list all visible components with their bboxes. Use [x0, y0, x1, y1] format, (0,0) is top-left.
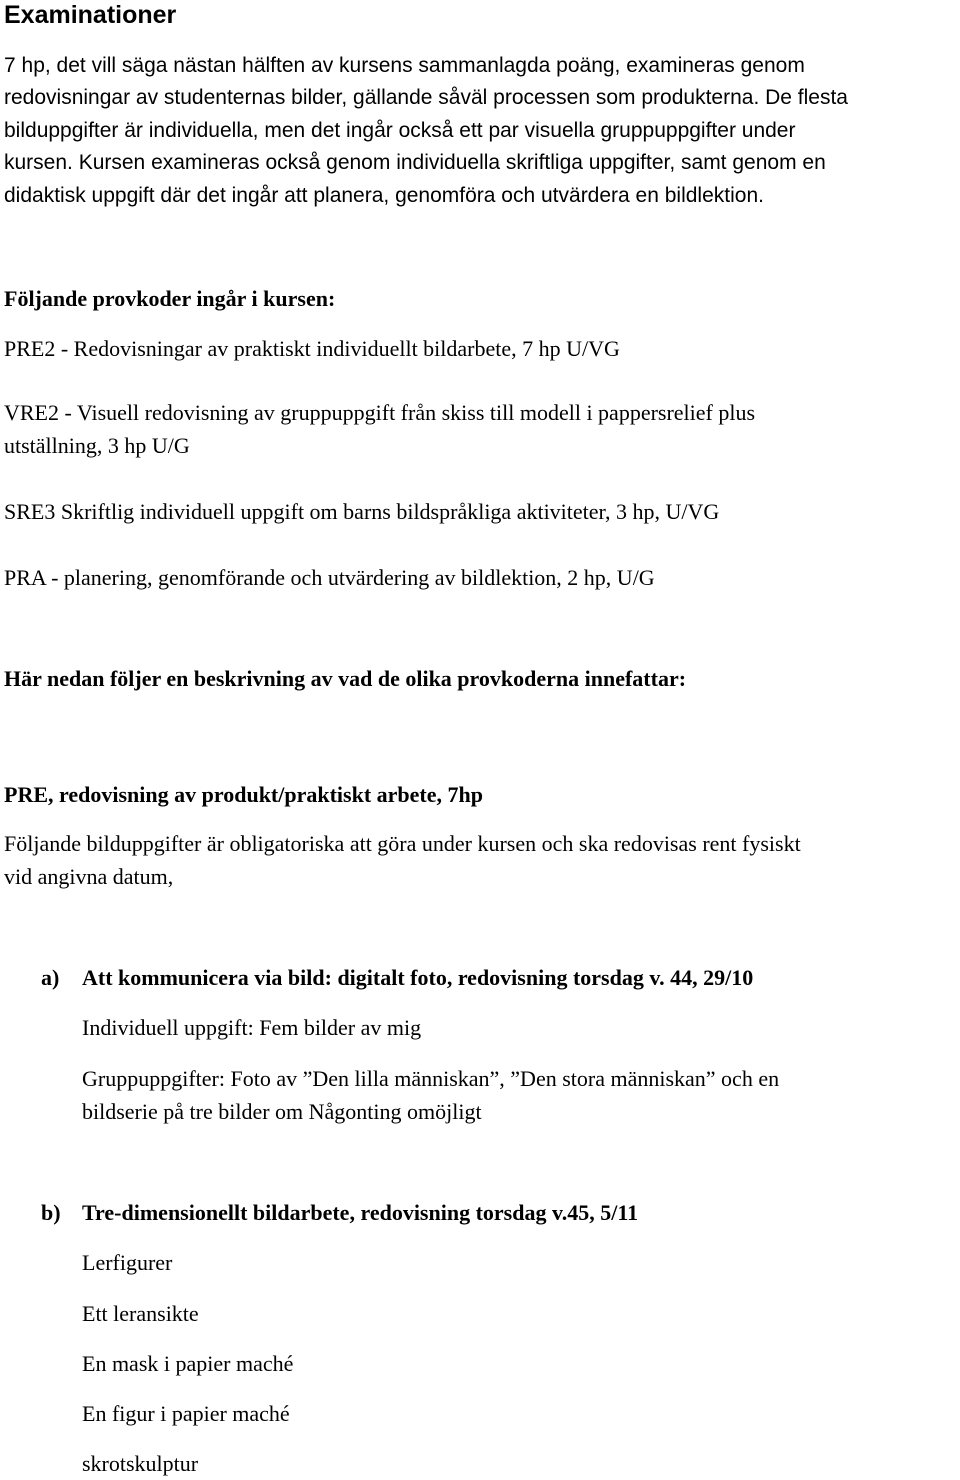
item-b-entry: Ett leransikte [82, 1301, 199, 1326]
intro-line: kursen. Kursen examineras också genom individuella skriftliga uppgifter, samt genom en [4, 151, 826, 174]
pre-section-text: Följande bilduppgifter är obligatoriska att göra under kursen och ska redovisas rent fysiskt [4, 831, 801, 856]
item-a-group-cont: bildserie på tre bilder om Någonting omöjligt [82, 1099, 482, 1124]
page-title: Examinationer [4, 1, 177, 29]
provkod-sre3: SRE3 Skriftlig individuell uppgift om barns bildspråkliga aktiviteter, 3 hp, U/VG [4, 499, 720, 524]
pre-section-title: PRE, redovisning av produkt/praktiskt arbete, 7hp [4, 782, 483, 807]
description-heading: Här nedan följer en beskrivning av vad de olika provkoderna innefattar: [4, 666, 687, 691]
pre-section-text-cont: vid angivna datum, [4, 864, 174, 889]
provkoder-heading: Följande provkoder ingår i kursen: [4, 286, 336, 311]
intro-line: redovisningar av studenternas bilder, gällande såväl processen som produkterna. De flesta [4, 86, 848, 109]
provkod-vre2-cont: utställning, 3 hp U/G [4, 433, 190, 458]
item-b-entry: En figur i papier maché [82, 1401, 290, 1426]
intro-line: 7 hp, det vill säga nästan hälften av kursens sammanlagda poäng, examineras genom [4, 54, 805, 77]
item-a-title: Att kommunicera via bild: digitalt foto, redovisning torsdag v. 44, 29/10 [82, 965, 754, 990]
item-b-title: Tre-dimensionellt bildarbete, redovisning torsdag v.45, 5/11 [82, 1200, 639, 1225]
provkod-vre2: VRE2 - Visuell redovisning av gruppuppgift från skiss till modell i pappersrelief plus [4, 400, 756, 425]
item-b-entry: En mask i papier maché [82, 1351, 294, 1376]
item-a-group: Gruppuppgifter: Foto av ”Den lilla människan”, ”Den stora människan” och en [82, 1066, 780, 1091]
intro-line: bilduppgifter är individuella, men det ingår också ett par visuella gruppuppgifter under [4, 119, 796, 142]
provkod-pre2: PRE2 - Redovisningar av praktiskt individuellt bildarbete, 7 hp U/VG [4, 336, 620, 361]
provkod-pra: PRA - planering, genomförande och utvärdering av bildlektion, 2 hp, U/G [4, 565, 655, 590]
item-a-letter: a) [41, 965, 60, 990]
item-b-entry: skrotskulptur [82, 1451, 199, 1476]
item-a-individual: Individuell uppgift: Fem bilder av mig [82, 1015, 422, 1040]
item-b-letter: b) [41, 1200, 61, 1225]
item-b-entry: Lerfigurer [82, 1250, 173, 1275]
intro-line: didaktisk uppgift där det ingår att planera, genomföra och utvärdera en bildlektion. [4, 184, 764, 207]
